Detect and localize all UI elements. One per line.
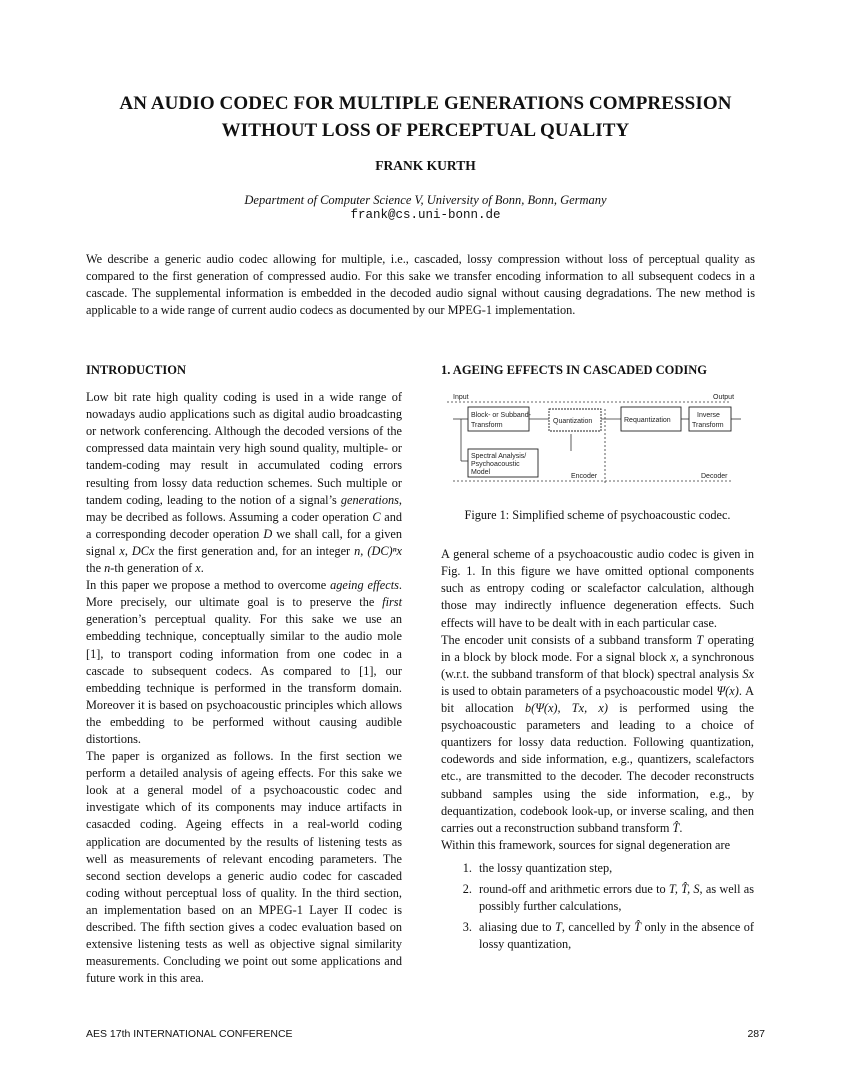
footer-page-number: 287 (747, 1028, 765, 1040)
figure-label-block-2: Transform (471, 422, 503, 430)
footer-conference: AES 17th INTERNATIONAL CONFERENCE (86, 1028, 293, 1040)
title-line-1: AN AUDIO CODEC FOR MULTIPLE GENERATIONS COMPRESSION (119, 93, 732, 114)
intro-paragraph-2: In this paper we propose a method to overcome ageing effects. More precisely, our ultimate goal is to preserve the first generation’s perceptual quality. For this sake we use an embedding technique, conceptually similar to the audio mole [1], to transport coding information from one codec in a cascade to subsequent codecs. As compared to [1], our embedding technique is performed in the transform domain. Moreover it is based on psychoacoustic principles which allows the embedding to be performed without causing audible distortions. (86, 578, 402, 746)
degeneration-sources-list (441, 860, 754, 953)
codec-scheme-figure (441, 389, 754, 497)
right-column (441, 362, 754, 957)
left-column (86, 362, 402, 987)
author-name: FRANK KURTH (375, 158, 476, 173)
figure-label-spectral-2: Psychoacoustic (471, 461, 520, 469)
figure-label-block-1: Block- or Subband- (471, 412, 531, 420)
list-item: 3. aliasing due to T, cancelled by T̂ only in the absence of lossy quantization, (475, 919, 754, 953)
figure-label-inverse-2: Transform (692, 422, 724, 430)
intro-paragraph-3: The paper is organized as follows. In the first section we perform a detailed analysis of ageing effects. For this sake we look at a general model of a psychoacoustic codec and investigate which of its components may induce artifacts in casacded coding. Ageing effects in a real-world coding application are documented by the results of listening tests as well as measurements of relevant encoding parameters. The second section develops a generic audio codec for cascaded coding without perceptual loss of quality. In the third section, an implementation based on an MPEG-1 Layer II codec is described. The fifth section gives a codec evaluation based on extensive listening tests as well as objective signal similarity measurements. Concluding we point out some applications and future work in this area. (86, 749, 402, 986)
list-item: 2. round-off and arithmetic errors due to T, T̂, S, as well as possibly further calculations, (475, 881, 754, 915)
figure-label-inverse-1: Inverse (697, 412, 720, 420)
author-email: frank@cs.uni-bonn.de (350, 208, 501, 222)
paper-title (60, 90, 791, 144)
affiliation: Department of Computer Science V, University of Bonn, Bonn, Germany (244, 193, 607, 207)
title-line-2: WITHOUT LOSS OF PERCEPTUAL QUALITY (221, 120, 630, 141)
section-1-paragraph-3: Within this framework, sources for signal degeneration are (441, 837, 731, 852)
figure-label-spectral-1: Spectral Analysis/ (471, 453, 527, 461)
figure-label-output: Output (713, 394, 735, 402)
section-1-paragraph-2: The encoder unit consists of a subband transform T operating in a block by block mode. For a signal block x, a synchronous (w.r.t. the subband transform of that block) spectral analysis Sx is used to obtain parameters of a psychoacoustic model Ψ(x). A bit allocation b(Ψ(x), Tx, x) is performed using the psychoacoustic parameters and leading to a choice of quantizers for lossy data reduction. Following quantization, codewords and side information, e.g., quantizers, scalefactors etc., are transmitted to the decoder. The decoder reconstructs subband samples using the side information, e.g., by dequantization, codebook look-up, or inverse scaling, and then carries out a reconstruction subband transform T̂. (441, 632, 755, 835)
list-item: 1. the lossy quantization step, (475, 860, 754, 877)
section-1-paragraph-1: A general scheme of a psychoacoustic audio codec is given in Fig. 1. In this figure we have omitted optional components such as entropy coding or scalefactor calculation, although those may indirectly influence degeneration effects. Such effects will have to be dealt with in each particular case. (441, 547, 754, 630)
codec-scheme-diagram (441, 389, 754, 497)
figure-caption: Figure 1: Simplified scheme of psychoacoustic codec. (464, 508, 731, 523)
figure-label-requantization: Requantization (624, 417, 671, 425)
abstract: We describe a generic audio codec allowing for multiple, i.e., cascaded, lossy compression without loss of perceptual quality as compared to the first generation of compressed audio. For this sake we transfer encoding information to all subsequent codecs in a cascade. The supplemental information is embedded in the decoded audio signal without causing degradations. The new method is applicable to a wide range of current audio codecs as documented by our MPEG-1 implementation. (86, 252, 755, 318)
figure-label-decoder: Decoder (701, 473, 728, 481)
intro-heading: INTRODUCTION (86, 363, 187, 377)
figure-label-input: Input (453, 394, 469, 402)
intro-paragraph-1: Low bit rate high quality coding is used in a wide range of nowadays audio applications such as digital audio broadcasting or network conferencing. Although the decoded versions of the compressed data maintain very high sound quality, multiple- or tandem-coding may result in accumulated coding errors resulting from lossy data reduction schemes. Such multiple or tandem coding, leading to the notion of a signal’s generations, may be decribed as follows. Assuming a coder operation C and a corresponding decoder operation D we shall call, for a given signal x, DCx the first generation and, for an integer n, (DC)ⁿx the n-th generation of x. (86, 390, 402, 576)
figure-label-spectral-3: Model (471, 469, 491, 477)
figure-label-quantization: Quantization (553, 418, 593, 426)
section-1-heading: 1. AGEING EFFECTS IN CASCADED CODING (441, 363, 708, 377)
figure-label-encoder: Encoder (571, 473, 598, 481)
